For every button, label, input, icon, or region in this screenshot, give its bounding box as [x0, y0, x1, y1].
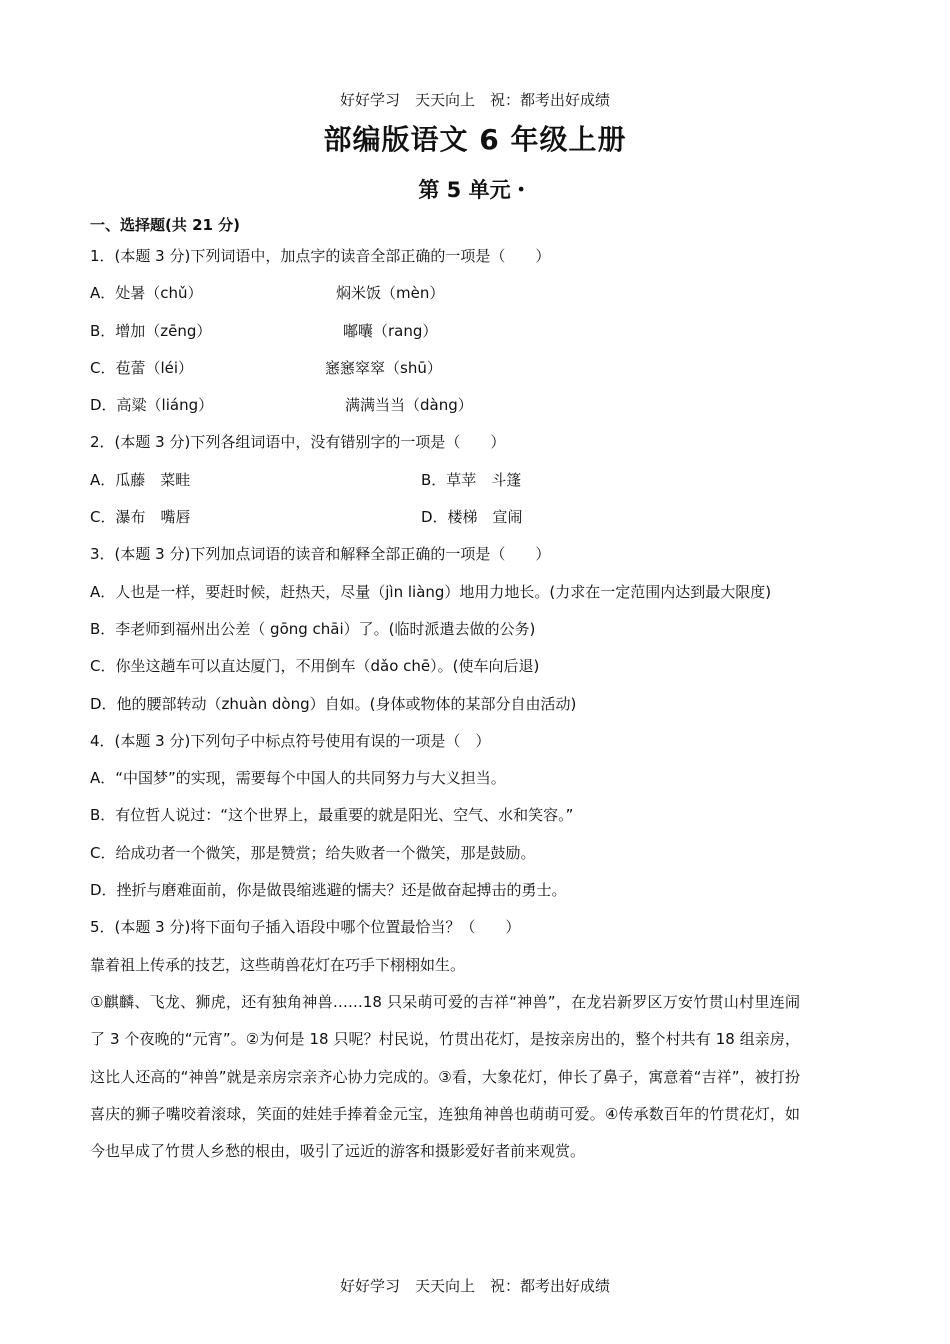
page-title: 部编版语文 6 年级上册	[323, 123, 627, 156]
q3-option-a: A．人也是一样，要赶时候，赶热天，尽量（jìn liàng）地用力地长。(力求在一定范围内达到最大限度)	[90, 582, 772, 601]
question-1-row-a	[90, 275, 800, 312]
q1-option-a: A．处暑（chǔ）	[90, 284, 203, 303]
q2-option-a: A．瓜藤 菜畦	[90, 470, 191, 489]
q1-option-d-word2: 满满当当（dàng）	[345, 396, 473, 415]
page-footer: 好好学习 天天向上 祝：都考出好成绩	[339, 1277, 610, 1295]
q4-option-c: C．给成功者一个微笑，那是赞赏；给失败者一个微笑，那是鼓励。	[90, 843, 536, 862]
page-header: 好好学习 天天向上 祝：都考出好成绩	[339, 91, 610, 109]
q1-option-b: B．增加（zēng）	[90, 321, 212, 340]
question-2-row-ab	[90, 462, 800, 499]
question-1-stem: 1．(本题 3 分)下列词语中，加点字的读音全部正确的一项是（ ）	[90, 247, 551, 265]
q2-option-b: B．草苹 斗篷	[421, 470, 522, 489]
q1-option-c: C．苞蕾（léi）	[90, 358, 194, 377]
question-2-row-cd	[90, 499, 800, 536]
questions-content	[90, 213, 800, 1170]
q3-option-b: B．李老师到福州出公差（ gōng chāi）了。(临时派遣去做的公务)	[90, 619, 536, 638]
q5-passage: ①麒麟、飞龙、狮虎，还有独角神兽……18 只呆萌可爱的吉祥“神兽”，在龙岩新罗区万安竹贯山村里连闹了 3 个夜晚的“元宵”。②为何是 18 只呢？村民说，竹贯出花灯，是按亲房出的，整个村共有 18 组亲房，这比人还高的“神兽”就是亲房宗亲齐心协力完成的。③看，大象花灯，伸长了鼻子，寓意着“吉祥”，被打扮喜庆的狮子嘴咬着滚球，笑面的娃娃手捧着金元宝，连独角神兽也萌萌可爱。④传承数百年的竹贯花灯，如今也早成了竹贯人乡愁的根由，吸引了远近的游客和摄影爱好者前来观赏。	[90, 992, 800, 1161]
question-2-stem: 2．(本题 3 分)下列各组词语中，没有错别字的一项是（ ）	[90, 433, 506, 452]
question-1-row-d	[90, 387, 800, 424]
q4-option-b: B．有位哲人说过：“这个世界上，最重要的就是阳光、空气、水和笑容。”	[90, 806, 574, 825]
q4-option-d: D．挫折与磨难面前，你是做畏缩逃避的懦夫？还是做奋起搏击的勇士。	[90, 881, 567, 900]
section-heading: 一、选择题(共 21 分)	[90, 216, 241, 234]
q2-option-c: C．瀑布 嘴唇	[90, 508, 191, 527]
q2-option-d: D．楼梯 宣闹	[421, 508, 523, 527]
question-1-row-c	[90, 350, 800, 387]
q1-option-c-word2: 窸窸窣窣（shū）	[325, 358, 442, 377]
question-4-stem: 4．(本题 3 分)下列句子中标点符号使用有误的一项是（ ）	[90, 731, 491, 750]
question-1-row-b	[90, 313, 800, 350]
q5-sentence: 靠着祖上传承的技艺，这些萌兽花灯在巧手下栩栩如生。	[90, 955, 466, 974]
q4-option-a: A．“中国梦”的实现，需要每个中国人的共同努力与大义担当。	[90, 769, 506, 788]
q3-option-c: C．你坐这趟车可以直达厦门，不用倒车（dǎo chē）。(使车向后退)	[90, 657, 540, 676]
q1-option-b-word2: 嘟囔（rang）	[343, 321, 438, 340]
q3-option-d: D．他的腰部转动（zhuàn dòng）自如。(身体或物体的某部分自由活动)	[90, 694, 577, 713]
unit-subtitle: 第 5 单元・	[418, 178, 532, 202]
question-5-stem: 5．(本题 3 分)将下面句子插入语段中哪个位置最恰当？（ ）	[90, 918, 521, 937]
question-3-stem: 3．(本题 3 分)下列加点词语的读音和解释全部正确的一项是（ ）	[90, 545, 551, 564]
q1-option-d: D．高粱（liáng）	[90, 396, 214, 415]
q1-option-a-word2: 焖米饭（mèn）	[336, 284, 445, 303]
